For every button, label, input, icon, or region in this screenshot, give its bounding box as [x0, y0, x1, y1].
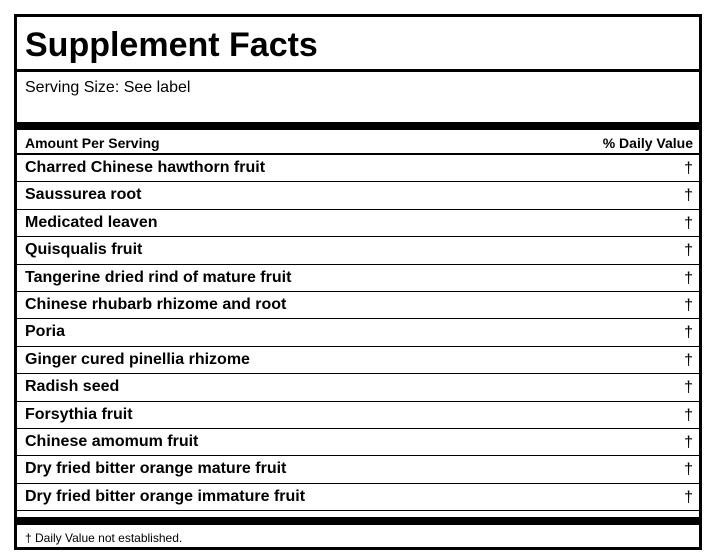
ingredient-daily-value: †	[684, 214, 693, 232]
ingredient-name: Saussurea root	[25, 186, 142, 204]
ingredient-row	[17, 484, 699, 511]
daily-value-header: % Daily Value	[602, 135, 693, 151]
ingredient-name: Radish seed	[25, 378, 120, 396]
ingredient-row	[17, 456, 699, 483]
ingredient-row	[17, 402, 699, 429]
ingredient-row	[17, 374, 699, 401]
ingredient-daily-value: †	[684, 269, 693, 287]
ingredient-name: Dry fried bitter orange immature fruit	[25, 487, 306, 505]
ingredient-daily-value: †	[684, 488, 693, 506]
supplement-facts-panel	[14, 14, 702, 550]
ingredient-daily-value: †	[684, 461, 693, 479]
ingredient-row	[17, 347, 699, 374]
ingredient-name: Dry fried bitter orange mature fruit	[25, 460, 287, 478]
serving-size: Serving Size: See label	[25, 79, 191, 96]
ingredient-daily-value: †	[684, 351, 693, 369]
ingredient-row	[17, 237, 699, 264]
ingredient-row	[17, 210, 699, 237]
ingredient-name: Chinese amomum fruit	[25, 432, 199, 450]
thick-divider-bottom	[17, 517, 699, 525]
ingredient-name: Forsythia fruit	[25, 405, 133, 423]
ingredient-row	[17, 155, 699, 182]
ingredient-daily-value: †	[684, 160, 693, 177]
ingredient-row	[17, 182, 699, 209]
ingredient-daily-value: †	[684, 406, 693, 424]
ingredient-daily-value: †	[684, 324, 693, 342]
amount-per-serving-header: Amount Per Serving	[25, 135, 160, 151]
ingredient-daily-value: †	[684, 296, 693, 314]
ingredient-daily-value: †	[684, 433, 693, 451]
ingredient-row	[17, 292, 699, 319]
footnote: † Daily Value not established.	[25, 531, 183, 545]
ingredient-daily-value: †	[684, 187, 693, 205]
ingredient-name: Charred Chinese hawthorn fruit	[25, 159, 266, 176]
ingredient-daily-value: †	[684, 242, 693, 260]
ingredient-row	[17, 319, 699, 346]
panel-title: Supplement Facts	[25, 26, 318, 64]
ingredient-name: Tangerine dried rind of mature fruit	[25, 268, 292, 286]
ingredient-name: Poria	[25, 323, 66, 341]
ingredient-row	[17, 265, 699, 292]
ingredient-list	[17, 155, 699, 511]
column-header-row	[17, 130, 699, 154]
ingredient-daily-value: †	[684, 379, 693, 397]
ingredient-row	[17, 429, 699, 456]
title-divider	[17, 69, 699, 72]
ingredient-name: Medicated leaven	[25, 213, 158, 231]
ingredient-name: Ginger cured pinellia rhizome	[25, 350, 250, 368]
ingredient-name: Chinese rhubarb rhizome and root	[25, 295, 287, 313]
thick-divider-top	[17, 122, 699, 130]
ingredient-name: Quisqualis fruit	[25, 241, 143, 259]
